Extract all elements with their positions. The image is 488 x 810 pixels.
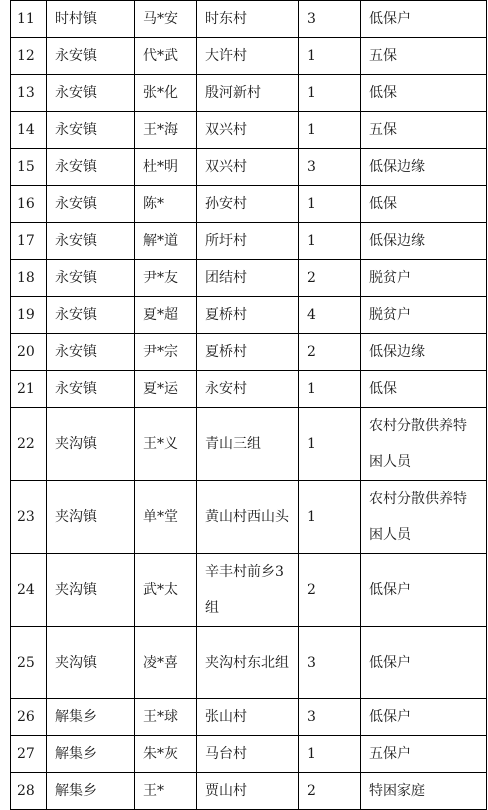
village-cell: 夏桥村 [197, 334, 299, 371]
town-cell: 夹沟镇 [47, 408, 135, 481]
household-count-cell: 1 [299, 223, 361, 260]
village-cell: 双兴村 [197, 149, 299, 186]
name-cell: 尹*宗 [135, 334, 197, 371]
household-count-cell: 1 [299, 736, 361, 773]
village-cell: 殷河新村 [197, 75, 299, 112]
household-count-cell: 4 [299, 297, 361, 334]
row-number: 25 [11, 627, 47, 699]
table-row [11, 260, 487, 297]
table-row [11, 223, 487, 260]
name-cell: 尹*友 [135, 260, 197, 297]
village-cell: 所圩村 [197, 223, 299, 260]
village-cell: 团结村 [197, 260, 299, 297]
household-count-cell: 3 [299, 149, 361, 186]
row-number: 16 [11, 186, 47, 223]
name-cell: 凌*喜 [135, 627, 197, 699]
row-number: 27 [11, 736, 47, 773]
row-number: 14 [11, 112, 47, 149]
household-count-cell: 1 [299, 371, 361, 408]
table-row [11, 334, 487, 371]
town-cell: 永安镇 [47, 334, 135, 371]
town-cell: 夹沟镇 [47, 554, 135, 627]
town-cell: 永安镇 [47, 371, 135, 408]
assistance-type-cell: 五保 [361, 112, 487, 149]
town-cell: 永安镇 [47, 297, 135, 334]
row-number: 21 [11, 371, 47, 408]
household-count-cell: 2 [299, 554, 361, 627]
table-row [11, 699, 487, 736]
assistance-type-cell: 低保边缘 [361, 149, 487, 186]
town-cell: 永安镇 [47, 223, 135, 260]
table-body [11, 1, 487, 810]
household-count-cell: 2 [299, 260, 361, 297]
assistance-type-cell: 低保 [361, 371, 487, 408]
name-cell: 单*堂 [135, 481, 197, 554]
name-cell: 武*太 [135, 554, 197, 627]
village-cell: 永安村 [197, 371, 299, 408]
name-cell: 朱*灰 [135, 736, 197, 773]
town-cell: 永安镇 [47, 38, 135, 75]
town-cell: 时村镇 [47, 1, 135, 38]
table-row [11, 1, 487, 38]
town-cell: 解集乡 [47, 736, 135, 773]
name-cell: 王*海 [135, 112, 197, 149]
household-count-cell: 3 [299, 627, 361, 699]
assistance-type-cell: 低保边缘 [361, 334, 487, 371]
village-cell: 大许村 [197, 38, 299, 75]
row-number: 26 [11, 699, 47, 736]
table-row [11, 38, 487, 75]
village-cell: 双兴村 [197, 112, 299, 149]
row-number: 17 [11, 223, 47, 260]
village-cell: 马台村 [197, 736, 299, 773]
row-number: 18 [11, 260, 47, 297]
table-row [11, 297, 487, 334]
household-count-cell: 1 [299, 408, 361, 481]
assistance-type-cell: 低保户 [361, 554, 487, 627]
village-cell: 黄山村西山头 [197, 481, 299, 554]
row-number: 11 [11, 1, 47, 38]
row-number: 22 [11, 408, 47, 481]
household-count-cell: 1 [299, 38, 361, 75]
household-count-cell: 1 [299, 75, 361, 112]
name-cell: 张*化 [135, 75, 197, 112]
name-cell: 王* [135, 773, 197, 810]
table-row [11, 186, 487, 223]
village-cell: 夹沟村东北组 [197, 627, 299, 699]
town-cell: 夹沟镇 [47, 627, 135, 699]
table-row [11, 149, 487, 186]
town-cell: 永安镇 [47, 260, 135, 297]
town-cell: 解集乡 [47, 699, 135, 736]
row-number: 13 [11, 75, 47, 112]
assistance-type-cell: 五保 [361, 38, 487, 75]
village-cell: 青山三组 [197, 408, 299, 481]
table-row [11, 112, 487, 149]
row-number: 23 [11, 481, 47, 554]
household-count-cell: 1 [299, 186, 361, 223]
assistance-type-cell: 农村分散供养特困人员 [361, 481, 487, 554]
row-number: 15 [11, 149, 47, 186]
name-cell: 王*义 [135, 408, 197, 481]
household-count-cell: 3 [299, 699, 361, 736]
town-cell: 永安镇 [47, 112, 135, 149]
assistance-type-cell: 脱贫户 [361, 297, 487, 334]
table-row [11, 371, 487, 408]
town-cell: 永安镇 [47, 75, 135, 112]
name-cell: 夏*运 [135, 371, 197, 408]
assistance-type-cell: 低保户 [361, 627, 487, 699]
village-cell: 张山村 [197, 699, 299, 736]
name-cell: 杜*明 [135, 149, 197, 186]
assistance-type-cell: 脱贫户 [361, 260, 487, 297]
table-row [11, 408, 487, 481]
name-cell: 马*安 [135, 1, 197, 38]
name-cell: 解*道 [135, 223, 197, 260]
row-number: 20 [11, 334, 47, 371]
village-cell: 贾山村 [197, 773, 299, 810]
household-count-cell: 2 [299, 773, 361, 810]
table-row [11, 481, 487, 554]
table-row [11, 75, 487, 112]
town-cell: 解集乡 [47, 773, 135, 810]
village-cell: 孙安村 [197, 186, 299, 223]
village-cell: 夏桥村 [197, 297, 299, 334]
assistance-type-cell: 特困家庭 [361, 773, 487, 810]
town-cell: 永安镇 [47, 186, 135, 223]
name-cell: 夏*超 [135, 297, 197, 334]
table-row [11, 554, 487, 627]
row-number: 12 [11, 38, 47, 75]
assistance-type-cell: 农村分散供养特困人员 [361, 408, 487, 481]
assistance-type-cell: 低保 [361, 75, 487, 112]
name-cell: 王*球 [135, 699, 197, 736]
town-cell: 夹沟镇 [47, 481, 135, 554]
household-count-cell: 2 [299, 334, 361, 371]
table-row [11, 736, 487, 773]
assistance-table [10, 0, 487, 810]
town-cell: 永安镇 [47, 149, 135, 186]
village-cell: 辛丰村前乡3组 [197, 554, 299, 627]
assistance-type-cell: 低保 [361, 186, 487, 223]
table-row [11, 773, 487, 810]
assistance-type-cell: 低保边缘 [361, 223, 487, 260]
household-count-cell: 3 [299, 1, 361, 38]
assistance-type-cell: 低保户 [361, 1, 487, 38]
village-cell: 时东村 [197, 1, 299, 38]
name-cell: 代*武 [135, 38, 197, 75]
name-cell: 陈* [135, 186, 197, 223]
table-row [11, 627, 487, 699]
row-number: 28 [11, 773, 47, 810]
household-count-cell: 1 [299, 481, 361, 554]
household-count-cell: 1 [299, 112, 361, 149]
row-number: 24 [11, 554, 47, 627]
assistance-type-cell: 五保户 [361, 736, 487, 773]
assistance-type-cell: 低保户 [361, 699, 487, 736]
row-number: 19 [11, 297, 47, 334]
